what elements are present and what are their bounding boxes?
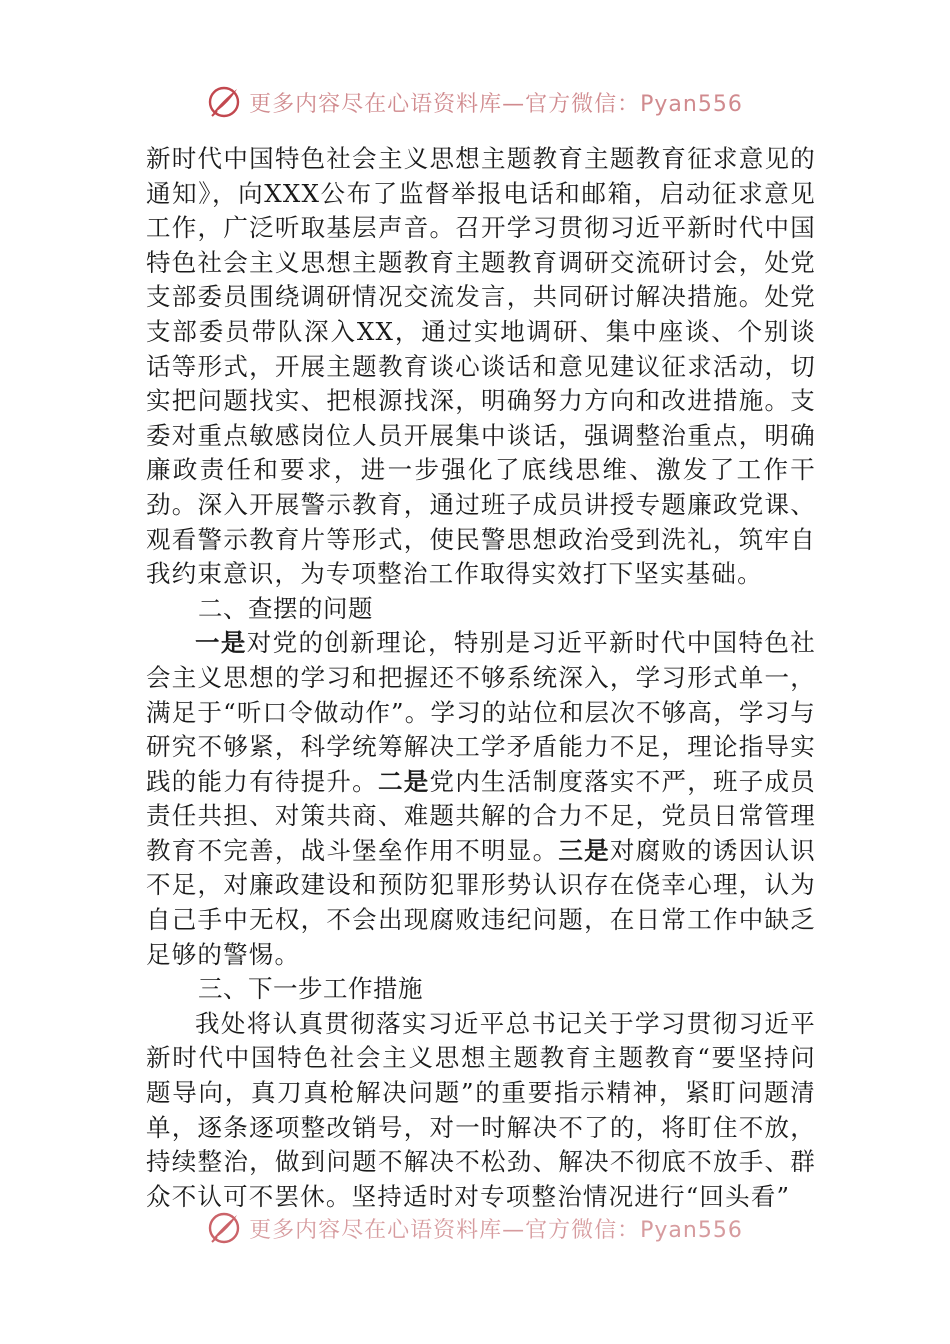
quill-logo-icon <box>207 1211 241 1245</box>
watermark-header <box>0 82 950 122</box>
issue-1-text: 对党的创新理论，特别是习近平新时代中国特色社会主义思想的学习和把握还不够系统深入，学习形式单一，满足于“听口令做动作”。学习的站位和层次不够高，学习与研究不够紧，科学统筹解决工学矛盾能力不足，理论指导实践的能力有待提升。 <box>146 628 816 796</box>
issue-2-text: 党内生活制度落实不严，班子成员责任共担、对策共商、难题共解的合力不足，党员日常管理教育不完善，战斗堡垒作用不明显。 <box>146 766 816 865</box>
watermark-text: 更多内容尽在心语资料库—官方微信：Pyan556 <box>249 1217 743 1243</box>
document-body <box>146 142 816 1214</box>
issue-3-lead: 三是 <box>558 835 610 865</box>
issue-1-lead: 一是 <box>195 628 247 658</box>
section-heading-issues: 二、查摆的问题 <box>198 593 373 623</box>
watermark-text: 更多内容尽在心语资料库—官方微信：Pyan556 <box>249 91 743 117</box>
paragraph-next-steps: 我处将认真贯彻落实习近平总书记关于学习贯彻习近平新时代中国特色社会主义思想主题教育主题教育“要坚持问题导向，真刀真枪解决问题”的重要指示精神，紧盯问题清单，逐条逐项整改销号，对一时解决不了的，将盯住不放，持续整治，做到问题不解决不松劲、解决不彻底不放手、群众不认可不罢休。坚持适时对专项整治情况进行“回头看” <box>146 1008 816 1211</box>
paragraph-campaign: 新时代中国特色社会主义思想主题教育主题教育征求意见的通知》，向XXX公布了监督举报电话和邮箱，启动征求意见工作，广泛听取基层声音。召开学习贯彻习近平新时代中国特色社会主义思想主题教育主题教育调研交流研讨会，处党支部委员围绕调研情况交流发言，共同研讨解决措施。处党支部委员带队深入XX，通过实地调研、集中座谈、个别谈话等形式，开展主题教育谈心谈话和意见建议征求活动，切实把问题找实、把根源找深，明确努力方向和改进措施。支委对重点敏感岗位人员开展集中谈话，强调整治重点，明确廉政责任和要求，进一步强化了底线思维、激发了工作干劲。深入开展警示教育，通过班子成员讲授专题廉政党课、观看警示教育片等形式，使民警思想政治受到洗礼，筑牢自我约束意识，为专项整治工作取得实效打下坚实基础。 <box>146 144 816 589</box>
watermark-footer <box>0 1208 950 1248</box>
issue-2-lead: 二是 <box>377 766 430 796</box>
quill-logo-icon <box>207 85 241 119</box>
issue-3-text: 对腐败的诱因认识不足，对廉政建设和预防犯罪形势认识存在侥幸心理，认为自己手中无权，不会出现腐败违纪问题，在日常工作中缺乏足够的警惕。 <box>146 835 816 969</box>
section-heading-next-steps: 三、下一步工作措施 <box>198 974 423 1004</box>
paragraph-issues <box>146 626 816 972</box>
